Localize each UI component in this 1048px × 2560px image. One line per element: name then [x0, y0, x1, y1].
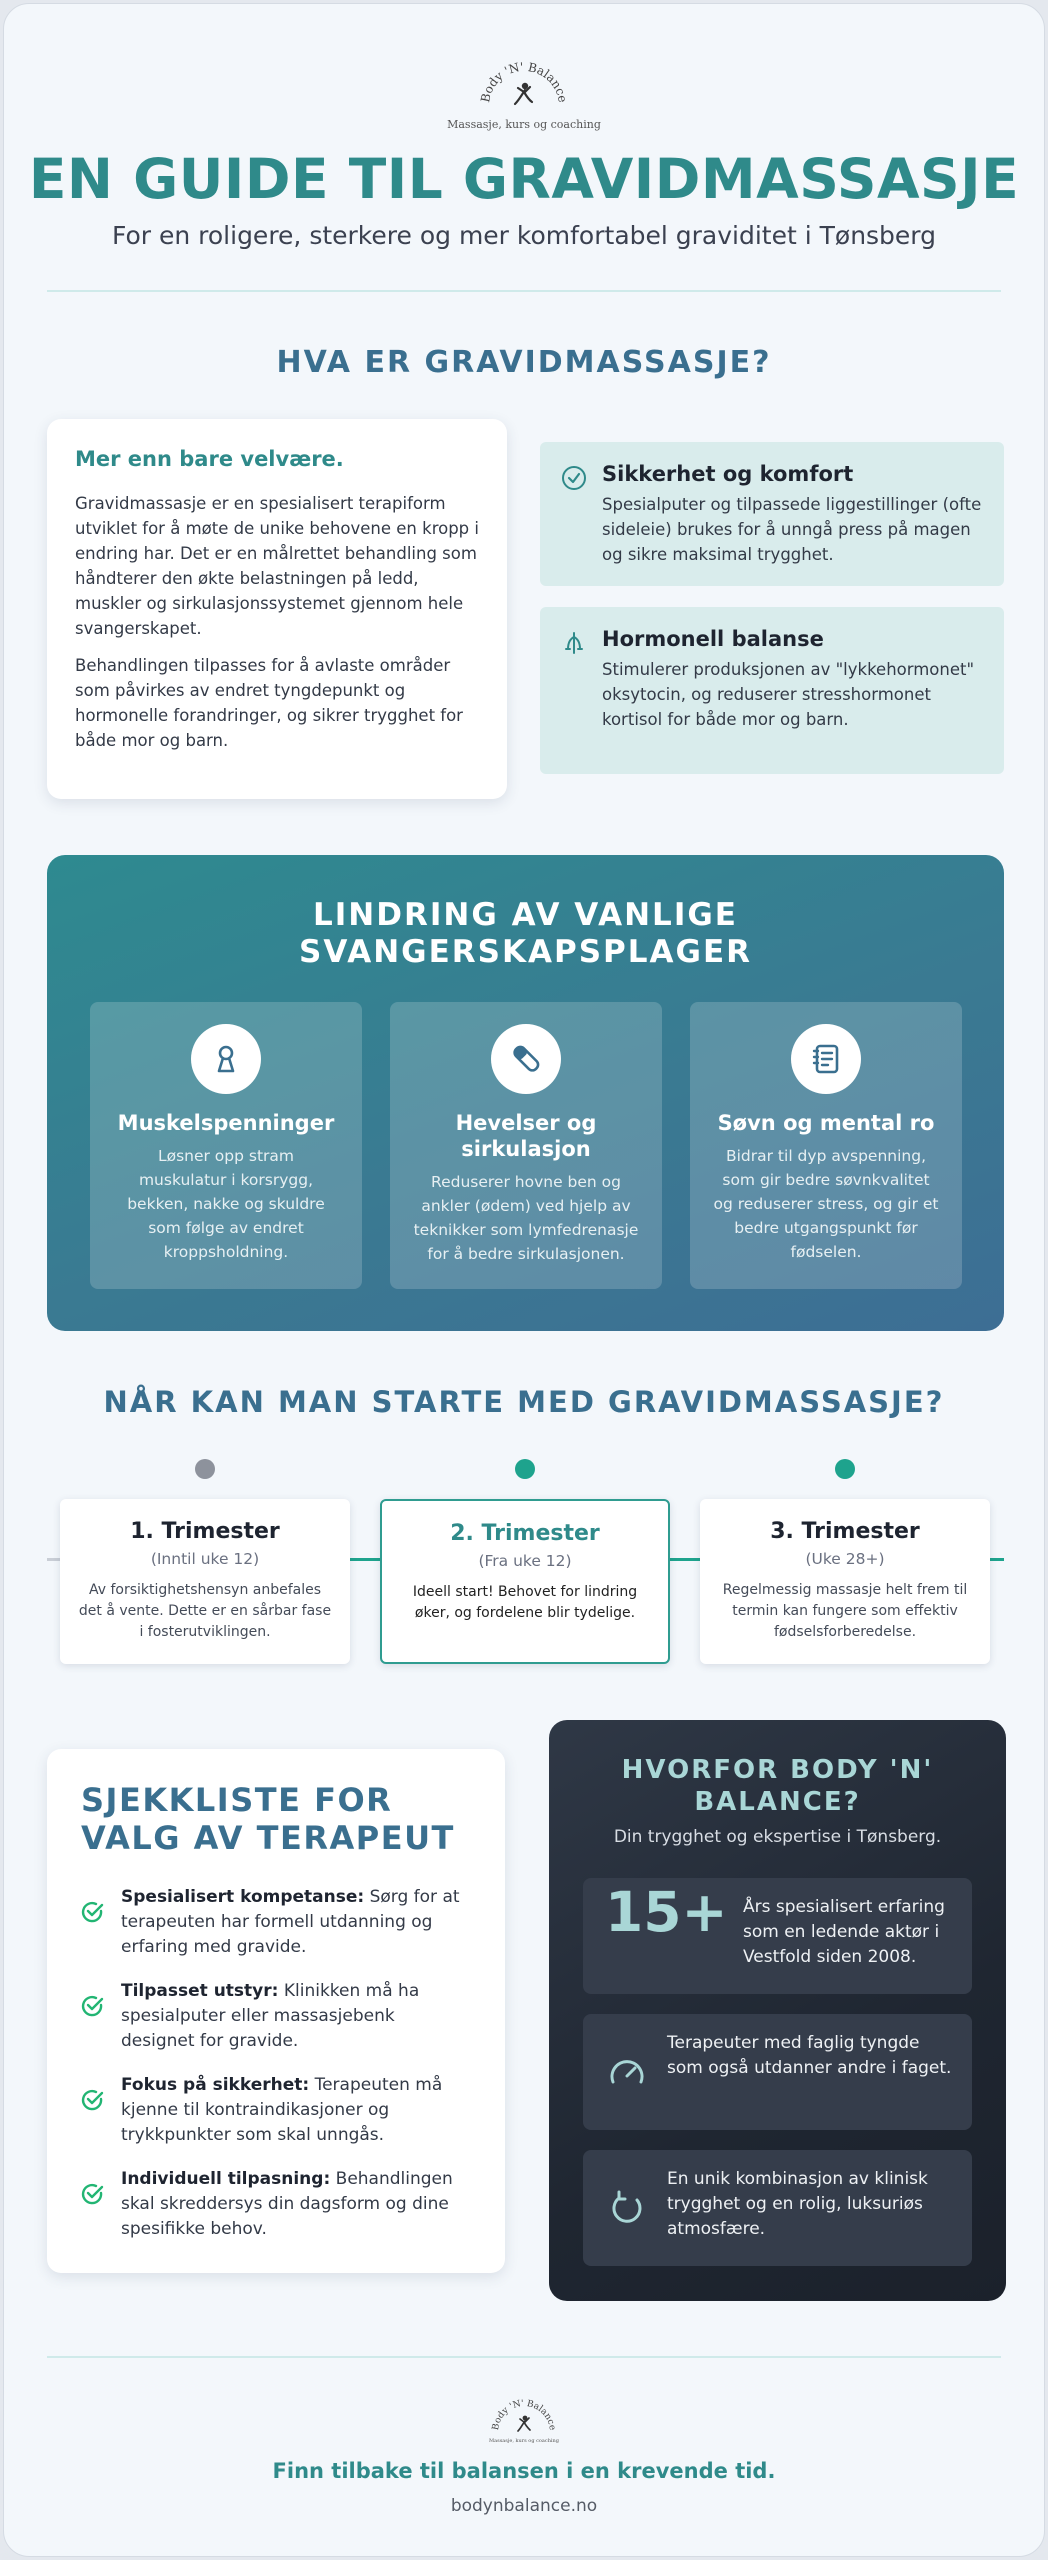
feature-title: Sikkerhet og komfort	[602, 462, 854, 486]
feature-text: Stimulerer produksjonen av "lykkehormonet" oksytocin, og reduserer stresshormonet kortisol for både mor og barn.	[602, 660, 975, 729]
why-item-text: Års spesialisert erfaring som en ledende aktør i Vestfold siden 2008.	[743, 1897, 945, 1967]
timeline-card-text: Ideell start! Behovet for lindring øker, og fordelene blir tydelige.	[412, 1584, 638, 1621]
why-title-line: HVORFOR BODY 'N'	[621, 1755, 934, 1785]
experience-stat: 15+	[605, 1880, 728, 1944]
relief-card-title: Hevelser og sirkulasjon	[455, 1111, 597, 1161]
logo-dancer-icon	[484, 2394, 564, 2444]
divider	[47, 290, 1001, 292]
checklist-title-line: VALG AV TERAPEUT	[81, 1819, 455, 1857]
checklist-item	[81, 2167, 471, 2242]
why-item-text: En unik kombinasjon av klinisk trygghet og en rolig, luksuriøs atmosfære.	[667, 2169, 928, 2239]
section-title-timeline: NÅR KAN MAN STARTE MED GRAVIDMASSASJE?	[103, 1385, 945, 1419]
checklist-item	[81, 2073, 471, 2148]
footer-logo-tagline: Massasje, kurs og coaching	[489, 2438, 559, 2444]
relief-card-sleep	[690, 1002, 962, 1289]
divider	[47, 2356, 1001, 2358]
section-title-what: HVA ER GRAVIDMASSASJE?	[276, 345, 772, 380]
relief-card-title: Søvn og mental ro	[717, 1111, 935, 1135]
checklist-item-text: Terapeuten må kjenne til kontraindikasjoner og trykkpunkter som skal unngås.	[121, 2075, 443, 2145]
footer-logo	[4, 2394, 1044, 2444]
relief-card-text: Bidrar til dyp avspenning, som gir bedre søvnkvalitet og reduserer stress, og gir et bedre utgangspunkt før fødselen.	[713, 1147, 939, 1261]
timeline-dot	[515, 1459, 535, 1479]
checklist-item-text: Klinikken må ha spesialputer eller massasjebenk designet for gravide.	[121, 1981, 420, 2051]
timeline-card-trimester-3	[700, 1499, 990, 1664]
timeline-card-title: 3. Trimester	[770, 1519, 920, 1544]
why-panel	[549, 1720, 1006, 2301]
relief-card-text: Reduserer hovne ben og ankler (ødem) ved hjelp av teknikker som lymfedrenasje for å bedre sirkulasjonen.	[413, 1173, 639, 1263]
footer-slogan: Finn tilbake til balansen i en krevende tid.	[272, 2459, 776, 2483]
check-circle-icon	[81, 2088, 105, 2112]
relief-title-line: LINDRING AV VANLIGE	[313, 897, 738, 933]
bandage-icon	[491, 1024, 561, 1094]
feature-text: Spesialputer og tilpassede liggestillinger (ofte sideleie) brukes for å unngå press på magen og sikre maksimal trygghet.	[602, 495, 982, 564]
checklist-item	[81, 1885, 471, 1960]
timeline-card-title: 1. Trimester	[130, 1519, 280, 1544]
check-circle-icon	[81, 1994, 105, 2018]
checklist-item-label: Spesialisert kompetanse:	[121, 1887, 365, 1907]
relief-card-swelling	[390, 1002, 662, 1289]
checklist-item-label: Fokus på sikkerhet:	[121, 2075, 310, 2095]
check-circle-icon	[81, 1900, 105, 1924]
timeline-card-sub: (Inntil uke 12)	[150, 1550, 260, 1568]
why-title	[549, 1754, 1006, 1818]
checklist-card	[47, 1749, 505, 2273]
logo-dancer-icon	[469, 54, 579, 118]
why-title-line: BALANCE?	[694, 1787, 861, 1817]
infographic-page	[3, 3, 1045, 2557]
why-item-atmosphere	[583, 2150, 972, 2266]
brand-logo	[4, 54, 1044, 144]
timeline-card-text: Av forsiktighetshensyn anbefales det å vente. Dette er en sårbar fase i fosterutviklingen.	[78, 1582, 332, 1640]
relief-section	[47, 855, 1004, 1331]
checklist-title-line: SJEKKLISTE FOR	[81, 1781, 393, 1819]
relief-card-muscle	[90, 1002, 362, 1289]
relief-card-title: Muskelspenninger	[117, 1111, 335, 1135]
checklist-item-label: Individuell tilpasning:	[121, 2169, 331, 2189]
feature-safety	[540, 442, 1004, 586]
notepad-icon	[791, 1024, 861, 1094]
gauge-icon	[605, 2050, 649, 2094]
muscle-icon	[191, 1024, 261, 1094]
why-subtitle: Din trygghet og ekspertise i Tønsberg.	[613, 1827, 942, 1847]
timeline-card-trimester-2	[380, 1499, 670, 1664]
what-card	[47, 419, 507, 799]
refresh-icon	[605, 2186, 649, 2230]
timeline-dot	[195, 1459, 215, 1479]
page-title: EN GUIDE TIL GRAVIDMASSASJE	[28, 147, 1020, 211]
checklist-item-text: Behandlingen skal skreddersys din dagsform og dine spesifikke behov.	[121, 2169, 453, 2239]
checklist-title	[81, 1781, 471, 1857]
why-item-text: Terapeuter med faglig tyngde som også utdanner andre i faget.	[667, 2033, 952, 2078]
check-circle-icon	[81, 2182, 105, 2206]
checklist-item-text: Sørg for at terapeuten har formell utdanning og erfaring med gravide.	[121, 1887, 460, 1957]
checklist-item-label: Tilpasset utstyr:	[121, 1981, 279, 2001]
what-paragraph-2: Behandlingen tilpasses for å avlaste områder som påvirkes av endret tyngdepunkt og hormonelle forandringer, og sikrer trygghet for både mor og barn.	[75, 656, 463, 750]
why-item-expertise	[583, 2014, 972, 2130]
timeline-card-sub: (Uke 28+)	[805, 1550, 885, 1568]
hormone-icon	[560, 629, 588, 657]
brand-tagline: Massasje, kurs og coaching	[447, 118, 601, 131]
relief-title	[47, 897, 1004, 971]
why-item-experience	[583, 1878, 972, 1994]
relief-card-text: Løsner opp stram muskulatur i korsrygg, bekken, nakke og skuldre som følge av endret kroppsholdning.	[127, 1147, 325, 1261]
page-subtitle: For en roligere, sterkere og mer komfortabel graviditet i Tønsberg	[111, 221, 937, 250]
svg-text:Body 'N' Balance: Body 'N' Balance	[490, 2398, 558, 2432]
relief-title-line: SVANGERSKAPSPLAGER	[299, 934, 752, 970]
svg-text:Body 'N' Balance: Body 'N' Balance	[478, 59, 570, 104]
timeline-card-title: 2. Trimester	[450, 1521, 600, 1546]
website-link[interactable]: bodynbalance.no	[450, 2496, 598, 2516]
timeline-card-sub: (Fra uke 12)	[478, 1552, 572, 1570]
check-circle-icon	[560, 464, 588, 492]
feature-title: Hormonell balanse	[602, 627, 824, 651]
timeline-card-trimester-1	[60, 1499, 350, 1664]
timeline-card-text: Regelmessig massasje helt frem til termin kan fungere som effektiv fødselsforberedelse.	[722, 1582, 968, 1640]
what-card-title: Mer enn bare velvære.	[75, 447, 344, 471]
checklist-item	[81, 1979, 471, 2054]
what-paragraph-1: Gravidmassasje er en spesialisert terapiform utviklet for å møte de unike behovene en kropp i endring har. Det er en målrettet behandling som håndterer den økte belastningen på ledd, muskler og sirkulasjonssystemet gjennom hele svangerskapet.	[75, 494, 479, 638]
timeline-dot	[835, 1459, 855, 1479]
feature-hormones	[540, 607, 1004, 774]
